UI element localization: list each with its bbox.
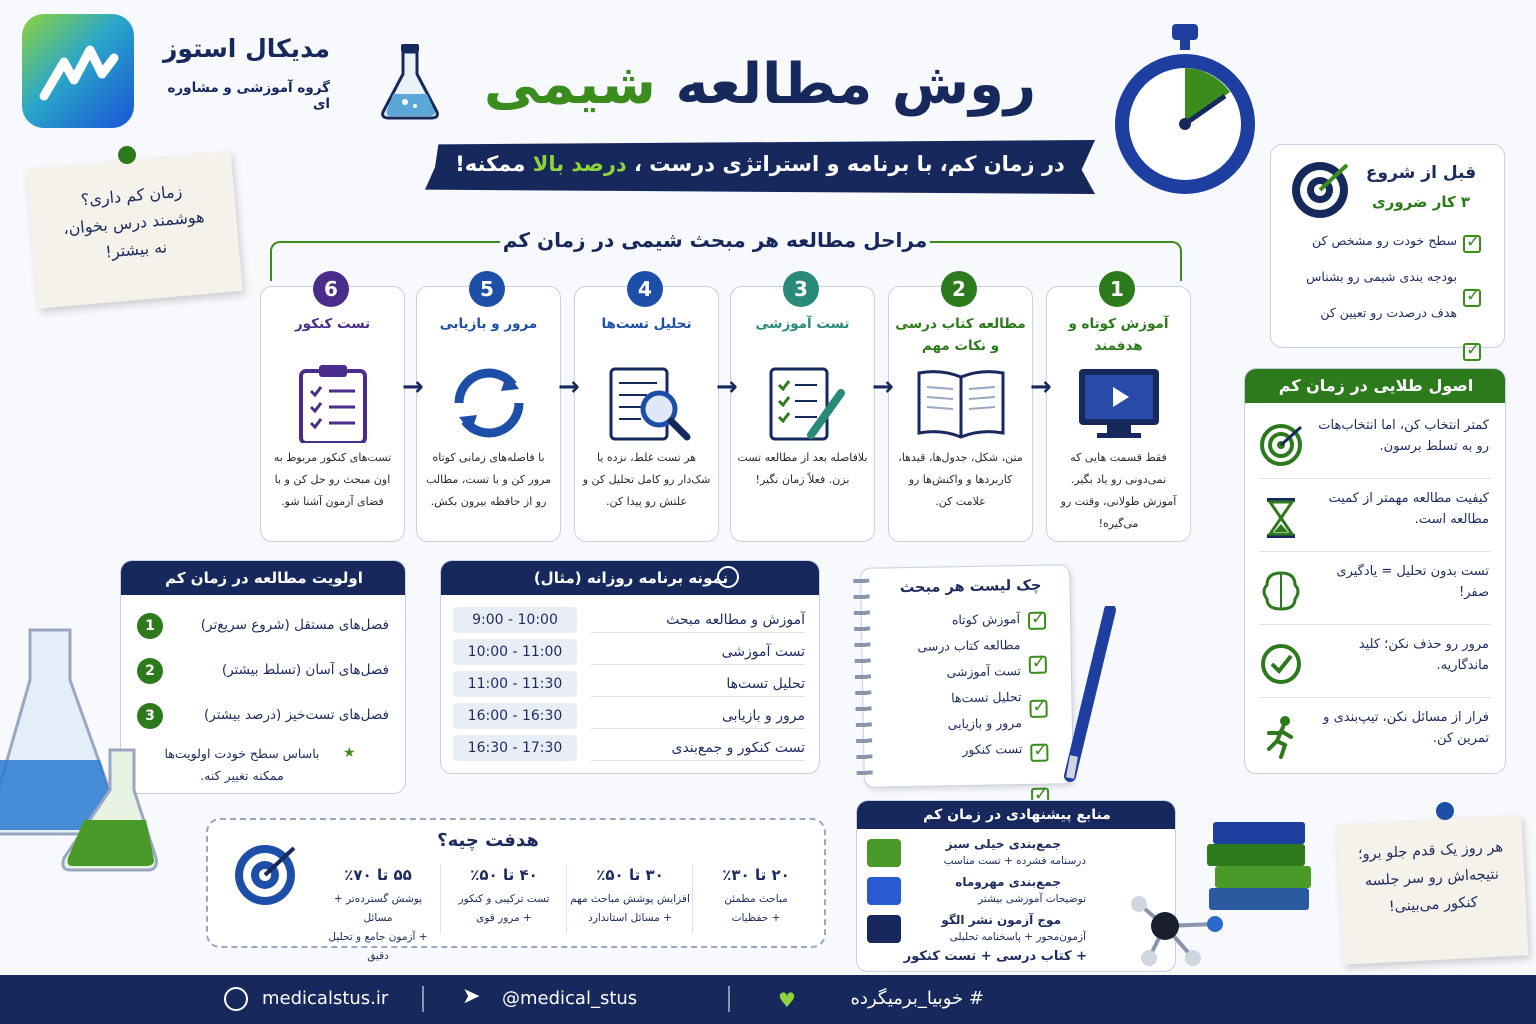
note-line: کنکور می‌بینی! <box>1388 894 1479 916</box>
daily-title: نمونه برنامه روزانه (مثال) <box>441 561 820 595</box>
schedule-time: 11:00 - 11:30 <box>453 671 577 697</box>
step-number: 4 <box>627 271 663 307</box>
before-start-item: سطح خودت رو مشخص کن <box>1312 233 1457 248</box>
brain-icon <box>1259 569 1303 613</box>
priority-panel <box>120 560 406 794</box>
sticky-note-right <box>1336 815 1528 964</box>
goal-desc: + مسائل استاندارد <box>588 912 672 924</box>
runner-icon <box>1259 715 1303 759</box>
footer-divider <box>728 986 730 1012</box>
divider <box>1259 624 1491 625</box>
checklist-item: مرور و بازیابی <box>947 715 1022 732</box>
pin-icon <box>118 146 136 164</box>
note-line: نه بیشتر! <box>104 237 168 262</box>
divider <box>566 864 567 934</box>
resource-desc: آزمون‌محور + پاسخنامه تحلیلی <box>949 931 1086 943</box>
book-icon <box>867 839 901 867</box>
subtitle-banner-text: در زمان کم، با برنامه و استراتژی درست ، درصد بالا ممکنه! <box>455 152 1065 176</box>
note-line: زمان کم داری؟ <box>80 181 183 210</box>
checkbox-icon <box>1028 612 1046 630</box>
refresh-icon <box>439 363 539 443</box>
before-start-title: قبل از شروع <box>1365 163 1477 183</box>
resource-name: موج آزمون نشر الگو <box>941 913 1061 927</box>
golden-rules-panel <box>1244 368 1506 774</box>
goal-panel <box>206 818 826 962</box>
step-description: متن، شکل، جدول‌ها، قیدها، کاربردها و واکنش‌ها رو علامت کن. <box>898 451 1023 508</box>
heart-icon: ♥ <box>778 988 796 1012</box>
check-circle-icon <box>1259 642 1303 686</box>
goal-column <box>444 866 564 928</box>
checklist-pencil-icon <box>753 363 853 443</box>
schedule-time: 10:00 - 11:00 <box>453 639 577 665</box>
brand-subtitle: گروه آموزشی و مشاوره ای <box>167 80 330 112</box>
resources-title: منابع پیشنهادی در زمان کم <box>857 801 1176 829</box>
resource-desc: درسنامه فشرده + تست مناسب <box>943 855 1086 867</box>
note-line: نتیجه‌اش رو سر جلسه <box>1364 866 1500 890</box>
goal-desc: + مرور قوی <box>476 912 532 924</box>
arrow-icon: → <box>716 372 738 402</box>
priority-number: 2 <box>137 658 163 684</box>
schedule-task: آموزش و مطالعه مبحث <box>591 607 805 633</box>
arrow-icon: → <box>402 372 424 402</box>
step-description: هر تست غلط، نزده یا شک‌دار رو کامل تحلیل کن و علتش رو پیدا کن. <box>582 451 711 508</box>
goal-range: ۳۰ تا ۵۰٪ <box>596 866 664 884</box>
resources-footer: + کتاب درسی + تست کنکور <box>903 949 1087 964</box>
goal-title: هدفت چیه؟ <box>437 830 539 851</box>
resource-desc: توضیحات آموزشی بیشتر <box>978 893 1086 905</box>
note-line: هوشمند درس بخوان، <box>62 206 206 239</box>
before-start-item: بودجه بندی شیمی رو بشناس <box>1306 269 1457 284</box>
clock-icon <box>717 566 739 588</box>
schedule-task: مرور و بازیابی <box>591 703 805 729</box>
priority-number: 1 <box>137 613 163 639</box>
step-card <box>888 277 1033 542</box>
steps-title: مراحل مطالعه هر مبحث شیمی در زمان کم <box>500 228 930 252</box>
note-line: هر روز یک قدم جلو برو؛ <box>1357 839 1504 863</box>
checklist-item: آموزش کوتاه <box>951 611 1021 628</box>
goal-desc: مباحث مطمئن <box>724 893 788 905</box>
arrow-icon: → <box>1030 372 1052 402</box>
priority-number: 3 <box>137 703 163 729</box>
arrow-icon: → <box>872 372 894 402</box>
open-book-icon <box>911 363 1011 443</box>
checklist-item: تحلیل تست‌ها <box>951 689 1022 706</box>
checklist-notebook <box>860 564 1074 788</box>
schedule-task: تحلیل تست‌ها <box>591 671 805 697</box>
step-number: 3 <box>783 271 819 307</box>
clipboard-icon <box>283 363 383 443</box>
priority-item: فصل‌های آسان (تسلط بیشتر) <box>221 662 389 678</box>
checkbox-icon <box>1030 744 1048 762</box>
footer-divider <box>422 986 424 1012</box>
step-title: آموزش کوتاه و هدفمند <box>1068 316 1169 354</box>
schedule-task: تست کنکور و جمع‌بندی <box>591 735 805 761</box>
footer-hashtag[interactable]: # خوبیا_برمیگرده <box>850 988 984 1009</box>
hourglass-icon <box>1259 496 1303 540</box>
magnifier-list-icon <box>597 363 697 443</box>
golden-rule-text: فرار از مسائل نکن، تیپ‌بندی و تمرین کن. <box>1323 710 1489 746</box>
priority-note: باساس سطح خودت اولویت‌ها ممکنه تغییر کنه. <box>164 746 320 783</box>
before-start-item: هدف درصدت رو تعیین کن <box>1320 305 1457 320</box>
checklist-item: مطالعه کتاب درسی <box>917 637 1021 654</box>
goal-range: ۴۰ تا ۵۰٪ <box>470 866 538 884</box>
beakers-icon <box>0 620 160 920</box>
monitor-play-icon <box>1069 363 1169 443</box>
step-description: فقط قسمت هایی که نمی‌دونی رو یاد بگیر. آموزش طولانی، وقتت رو می‌گیره! <box>1060 451 1177 530</box>
goal-range: ۵۵ تا ۷۰٪ <box>344 866 412 884</box>
telegram-icon: ➤ <box>462 984 481 1009</box>
step-title: تست آموزشی <box>755 316 850 332</box>
priority-item: فصل‌های تست‌خیز (درصد بیشتر) <box>204 707 389 723</box>
step-card <box>1046 277 1191 542</box>
brand-logo <box>22 14 134 128</box>
step-number: 6 <box>313 271 349 307</box>
checkbox-icon <box>1029 700 1047 718</box>
sticky-note-left <box>26 151 242 308</box>
goal-desc: افزایش پوشش مباحث مهم <box>570 893 690 905</box>
before-start-subtitle: ۳ کار ضروری <box>1371 193 1471 211</box>
divider <box>692 864 693 934</box>
footer-telegram[interactable]: @medical_stus <box>502 988 638 1009</box>
globe-icon <box>224 987 248 1011</box>
target-icon <box>1259 423 1303 467</box>
pin-icon <box>1436 802 1454 820</box>
flask-icon <box>375 40 445 122</box>
step-number: 5 <box>469 271 505 307</box>
checkbox-icon <box>1029 656 1047 674</box>
step-card <box>730 277 875 542</box>
golden-rule-text: تست بدون تحلیل = یادگیری صفر! <box>1336 564 1489 600</box>
book-icon <box>867 877 901 905</box>
daily-schedule-panel <box>440 560 820 774</box>
divider <box>440 864 441 934</box>
step-description: بلافاصله بعد از مطالعه تست بزن. فعلاً زمان نگیر! <box>737 451 868 486</box>
stopwatch-icon <box>1100 20 1270 200</box>
step-title: تست کنکور <box>294 316 371 332</box>
checklist-item: تست آموزشی <box>946 663 1022 680</box>
schedule-time: 9:00 - 10:00 <box>453 607 577 633</box>
book-icon <box>867 915 901 943</box>
schedule-time: 16:30 - 17:30 <box>453 735 577 761</box>
checklist-item: تست کنکور <box>962 741 1023 758</box>
goal-desc: پوشش گسترده‌تر + مسائل <box>333 893 423 924</box>
golden-rules-title: اصول طلایی در زمان کم <box>1245 369 1506 403</box>
schedule-task: تست آموزشی <box>591 639 805 665</box>
step-description: با فاصله‌های زمانی کوتاه مرور کن و با تست، مطالب رو از حافظه بیرون بکش. <box>425 451 552 508</box>
resource-name: جمع‌بندی خیلی سبز <box>945 837 1061 851</box>
target-icon <box>232 842 298 908</box>
goal-column <box>696 866 816 928</box>
pen-icon <box>1060 606 1120 786</box>
resource-name: جمع‌بندی مهروماه <box>955 875 1061 889</box>
step-number: 2 <box>941 271 977 307</box>
golden-rule-text: کیفیت مطالعه مهمتر از کمیت مطالعه است. <box>1328 491 1489 527</box>
target-icon <box>1289 159 1351 221</box>
golden-rule-text: مرور رو حذف نکن؛ کلید ماندگاریه. <box>1358 637 1489 673</box>
step-card <box>574 277 719 542</box>
goal-desc: + آزمون جامع و تحلیل دقیق <box>328 931 428 962</box>
golden-rule-text: کمتر انتخاب کن، اما انتخاب‌هات رو به تسلط برسون. <box>1318 418 1489 454</box>
step-title: مرور و بازیابی <box>439 316 538 332</box>
divider <box>1259 551 1491 552</box>
checkbox-icon <box>1463 343 1481 361</box>
goal-range: ۲۰ تا ۳۰٪ <box>722 866 790 884</box>
page-title: روش مطالعه شیمی <box>483 52 1037 117</box>
goal-desc: تست ترکیبی و کنکور <box>458 893 550 905</box>
step-title: مطالعه کتاب درسی و نکات مهم <box>895 316 1026 354</box>
checklist-title: چک لیست هر مبحث <box>899 577 1042 597</box>
before-start-panel <box>1270 144 1505 348</box>
priority-title: اولویت مطالعه در زمان کم <box>121 561 406 595</box>
arrow-icon: → <box>558 372 580 402</box>
divider <box>1259 697 1491 698</box>
star-icon: ★ <box>343 745 356 761</box>
footer-website[interactable]: medicalstus.ir <box>262 988 389 1009</box>
step-number: 1 <box>1099 271 1135 307</box>
checkbox-icon <box>1463 289 1481 307</box>
books-molecule-icon <box>1125 808 1325 978</box>
divider <box>1259 478 1491 479</box>
step-card <box>260 277 405 542</box>
checkbox-icon <box>1463 235 1481 253</box>
step-title: تحلیل تست‌ها <box>601 316 692 332</box>
brand-name: مدیکال استوز <box>162 34 330 63</box>
step-card <box>416 277 561 542</box>
goal-column <box>318 866 438 966</box>
schedule-time: 16:00 - 16:30 <box>453 703 577 729</box>
goal-column <box>570 866 690 928</box>
step-description: تست‌های کنکور مربوط به اون مبحث رو حل کن و با فضای آزمون آشنا شو. <box>273 451 392 508</box>
priority-item: فصل‌های مستقل (شروع سریع‌تر) <box>200 617 389 633</box>
goal-desc: + حفظیات <box>731 912 781 924</box>
